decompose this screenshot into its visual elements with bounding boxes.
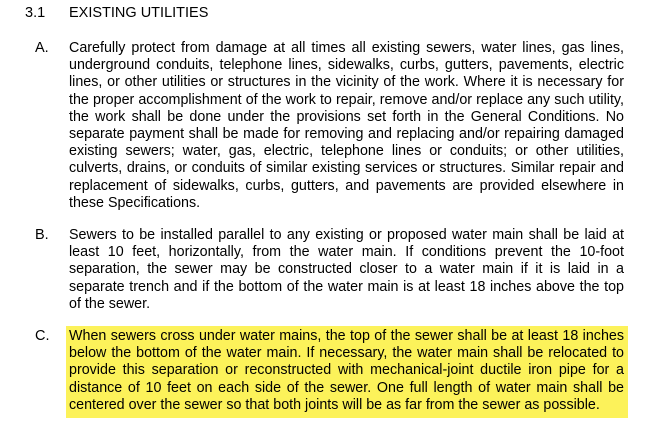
item-marker: A. (35, 40, 49, 56)
item-marker: C. (35, 328, 50, 344)
item-text-highlighted: When sewers cross under water mains, the top of the sewer shall be at least 18 inches below the bottom of the water main. If necessary, the water main shall be relocated to provide this separation or reconstructed with mechanical-joint ductile iron pipe for a distance of 10 feet on each side of the sewer. One full length of water main shall be centered over the sewer so that both joints will be as far from the sewer as possible. (69, 328, 624, 413)
item-text: Carefully protect from damage at all times all existing sewers, water lines, gas lines, underground conduits, telephone lines, sidewalks, curbs, gutters, pavements, electric lines, or other utilities or structures in the vicinity of the work. Where it is necessary for the proper accomplishment of the work to repair, remove and/or replace any such utility, the work shall be done under the provisions set forth in the General Conditions. No separate payment shall be made for removing and replacing and/or repairing damaged existing sewers; water, gas, electric, telephone lines or conduits; or other utilities, culverts, drains, or conduits of similar existing services or structures. Similar repair and replacement of sidewalks, curbs, gutters, and pavements are provided elsewhere in these Specifications. (69, 40, 624, 211)
section-title: EXISTING UTILITIES (69, 5, 209, 21)
item-marker: B. (35, 227, 49, 243)
section-heading (25, 5, 208, 22)
item-text: Sewers to be installed parallel to any existing or proposed water main shall be laid at least 10 feet, horizontally, from the water main. If conditions prevent the 10-foot separation, the sewer may be constructed closer to a water main if it is laid in a separate trench and if the bottom of the water main is at least 18 inches above the top of the sewer. (69, 227, 624, 312)
section-number: 3.1 (25, 5, 46, 21)
